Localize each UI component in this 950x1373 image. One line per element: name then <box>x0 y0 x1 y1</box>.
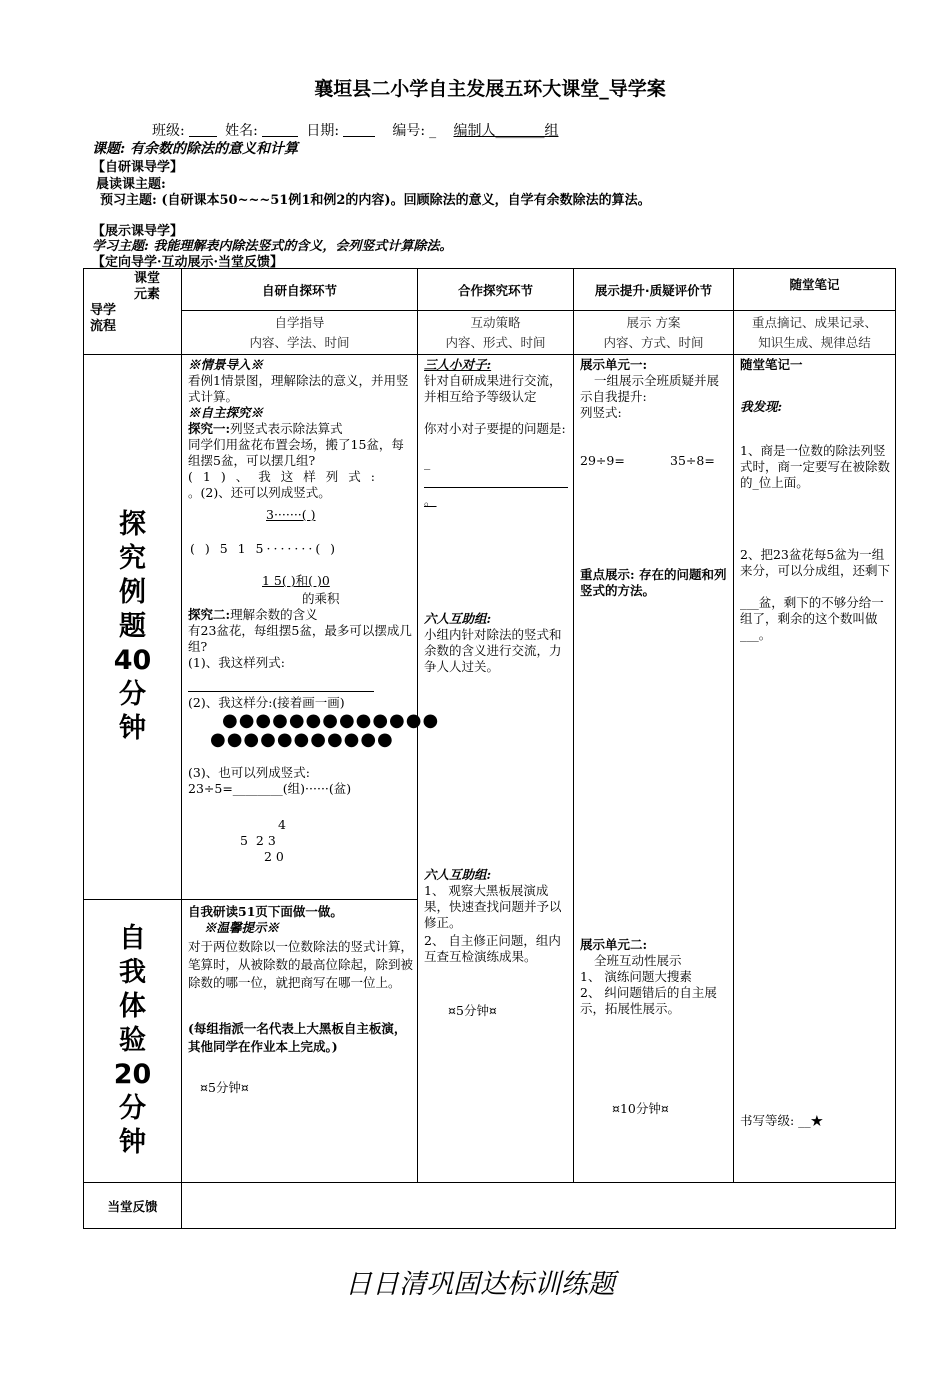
lesson-plan-table <box>83 268 896 1229</box>
pair-end: 。 <box>424 493 437 508</box>
v2: ( ) 5 1 5·······( ) <box>190 541 339 556</box>
ex2-text: 有23盆花，每组摆5盆，最多可以摆成几组? <box>188 623 412 654</box>
col-header-1: 自研自探环节 <box>182 269 418 311</box>
ex1-q2: 。(2)、还可以列成竖式。 <box>188 485 331 500</box>
display-unit-1: 展示单元一: <box>580 357 648 372</box>
section-display: 【展示课导学】 <box>92 224 184 239</box>
sub-header-1: 自学指导 内容、学法、时间 <box>182 311 418 355</box>
ex2-answer-line[interactable] <box>188 691 374 692</box>
ex2-title: 探究二: <box>188 607 231 622</box>
discovery-1: 1、商是一位数的除法列竖式时，商一定要写在被除数的_位上面。 <box>740 443 891 490</box>
display-unit-2: 展示单元二: <box>580 937 648 952</box>
footer-title: 日日清巩固达标训练题 <box>345 1269 615 1300</box>
ex1-q1: (1)、我这样列式: <box>188 469 385 484</box>
group-item-2: 2、 自主修正问题，组内互查互检演练成果。 <box>424 933 561 964</box>
study-topic: 学习主题: 我能理解表内除法竖式的含义，会列竖式计算除法。 <box>92 239 453 254</box>
long-div-1: 4 <box>278 817 286 832</box>
class-blank[interactable] <box>189 124 217 137</box>
intro-text: 看例1情景图，理解除法的意义，并用竖式计算。 <box>188 373 409 404</box>
pair-blank: _ <box>424 455 431 470</box>
dots-row-1: ●●●●●●●●●●●●● <box>222 710 440 731</box>
number-label: 编号: <box>392 123 426 139</box>
display-unit-2-item-1: 1、 演练问题大搜素 <box>580 969 692 984</box>
explore-title: ※自主探究※ <box>188 405 264 420</box>
row1-col3 <box>574 355 734 1183</box>
self-time: ¤5分钟¤ <box>200 1080 249 1095</box>
tip-title: ※温馨提示※ <box>204 920 280 935</box>
group-time: ¤5分钟¤ <box>448 1003 497 1018</box>
row1-col1 <box>182 355 440 900</box>
row1-col4 <box>734 355 896 1183</box>
discovery-label: 我发现: <box>740 399 783 414</box>
feedback-label: 当堂反馈 <box>84 1183 182 1229</box>
date-label: 日期: <box>306 123 340 139</box>
v3: 1 5( )和( )0 <box>262 573 330 588</box>
tip-text: 对于两位数除以一位数除法的竖式计算，笔算时，从被除数的最高位除起，除到被除数的哪一位，就把商写在哪一位上。 <box>188 939 414 990</box>
ex2-q3: (3)、也可以列成竖式: <box>188 765 310 780</box>
ex2-q1: (1)、我这样列式: <box>188 655 285 670</box>
number-value: _ <box>429 123 437 139</box>
pair-text: 针对自研成果进行交流，并相互给予等级认定 <box>424 373 562 404</box>
exercise-2: 35÷8= <box>670 453 715 468</box>
ex2-rest: 理解余数的含义 <box>230 607 318 622</box>
pair-title: 三人小对子: <box>424 357 492 372</box>
writing-grade: 书写等级: __★ <box>740 1113 824 1128</box>
pair-question: 你对小对子要提的问题是: <box>424 421 566 436</box>
ex1-text: 同学们用盆花布置会场，搬了15盆，每组摆5盆，可以摆几组? <box>188 437 404 468</box>
group-item-1: 1、 观察大黑板展演成果，快速查找问题并予以修正。 <box>424 883 562 930</box>
self-read-title: 自我研读51页下面做一做。 <box>188 904 343 919</box>
tip-note: (每组指派一名代表上大黑板自主板演，其他同学在作业本上完成。) <box>188 1021 407 1054</box>
display-unit-2-item-2: 2、 纠问题错后的自主展示，拓展性展示。 <box>580 985 717 1016</box>
feedback-area[interactable] <box>182 1183 896 1229</box>
display-unit-1-text: 一组展示全班质疑并展示自我提升: <box>580 373 720 404</box>
pair-answer-line[interactable] <box>424 487 568 488</box>
row-label-explore <box>84 355 182 900</box>
display-unit-1-sub: 列竖式: <box>580 405 622 420</box>
row1-col2 <box>418 355 574 1183</box>
notes-title: 随堂笔记一 <box>740 357 803 372</box>
v1: 3·······( ) <box>266 507 316 522</box>
corner-top: 课堂 元素 <box>134 271 161 302</box>
row-label-experience <box>84 900 182 1183</box>
display-time: ¤10分钟¤ <box>612 1101 669 1116</box>
ex2-equation: 23÷5=________(组)······(盆) <box>188 781 352 796</box>
discovery-2: 2、把23盆花每5盆为一组来分，可以分成组，还剩下 <box>740 547 891 578</box>
intro-title: ※情景导入※ <box>188 357 264 372</box>
exercise-1: 29÷9= <box>580 453 625 468</box>
row-label-experience-text: 自我体验20分钟 <box>113 923 152 1158</box>
page-title: 襄垣县二小学自主发展五环大课堂_导学案 <box>314 78 666 100</box>
class-label: 班级: <box>152 123 185 139</box>
morning-topic-label: 晨读课主题: <box>96 177 166 192</box>
group-text-1: 小组内针对除法的竖式和余数的含义进行交流，力争人人过关。 <box>424 627 562 674</box>
vertical-calc-1 <box>266 507 316 523</box>
ex1-rest: 列竖式表示除法算式 <box>230 421 343 436</box>
key-display: 重点展示: 存在的问题和列竖式的方法。 <box>580 567 727 598</box>
group-title-2: 六人互助组: <box>424 867 492 882</box>
name-label: 姓名: <box>225 123 258 139</box>
sub-header-2: 互动策略 内容、形式、时间 <box>418 311 574 355</box>
section-guide: 【定向导学·互动展示·当堂反馈】 <box>92 255 284 270</box>
lesson-topic: 课题: 有余数的除法的意义和计算 <box>92 141 299 157</box>
group-title-1: 六人互助组: <box>424 611 492 626</box>
col-header-3: 展示提升·质疑评价节 <box>574 269 734 311</box>
name-blank[interactable] <box>262 124 298 137</box>
info-line <box>152 120 563 140</box>
row-label-explore-text: 探究例题40分钟 <box>113 509 152 744</box>
discovery-3: ___盆，剩下的不够分给一组了，剩余的这个数叫做___。 <box>740 595 884 642</box>
ex2-q2: (2)、我这样分:(接着画一画) <box>188 695 345 710</box>
v4: 的乘积 <box>302 591 340 606</box>
date-blank[interactable] <box>343 124 375 137</box>
sub-header-4: 重点摘记、成果记录、 知识生成、规律总结 <box>734 311 896 355</box>
section-self-study: 【自研课导学】 <box>92 160 184 175</box>
ex1-title: 探究一: <box>188 421 231 436</box>
display-unit-2-text: 全班互动性展示 <box>594 953 682 968</box>
preview-topic: 预习主题: (自研课本50~~~51例1和例2的内容)。回顾除法的意义，自学有余数除法的算法。 <box>100 193 651 208</box>
editor-label: 编制人_______组 <box>453 123 559 139</box>
corner-cell <box>84 269 182 355</box>
row2-col1 <box>182 900 418 1183</box>
corner-bottom: 导学 流程 <box>90 303 117 334</box>
sub-header-3: 展示 方案 内容、方式、时间 <box>574 311 734 355</box>
long-div-2: 5 2 3 <box>240 833 276 848</box>
col-header-2: 合作探究环节 <box>418 269 574 311</box>
col-header-4: 随堂笔记 <box>734 269 896 311</box>
long-div-3: 2 0 <box>264 849 284 864</box>
dots-row-2: ●●●●●●●●●●● <box>210 729 394 750</box>
